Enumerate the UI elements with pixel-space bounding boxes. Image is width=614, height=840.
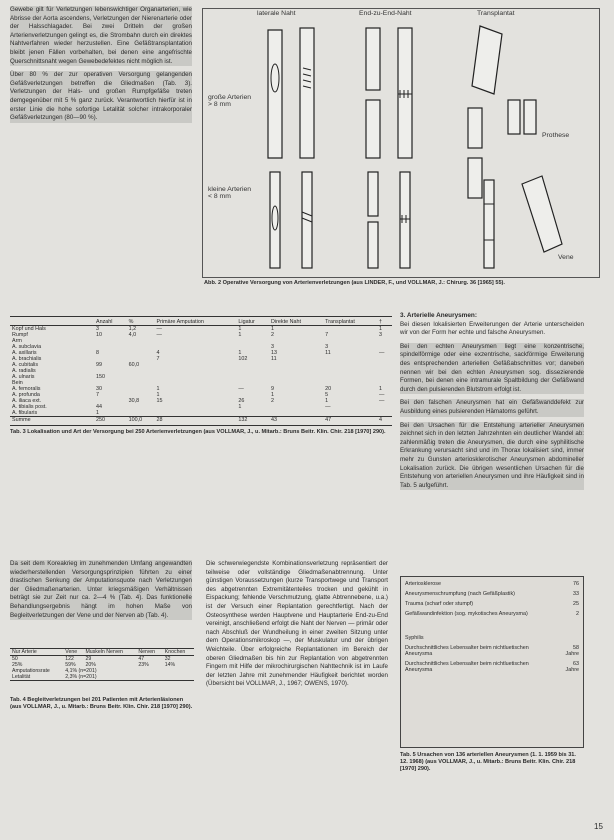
cell: A. cubitalis	[12, 362, 39, 368]
table-4	[10, 648, 194, 711]
vessel-drawings	[202, 8, 598, 276]
cell: 26	[238, 398, 245, 404]
cell: 5	[325, 392, 329, 398]
cell: 30	[96, 386, 102, 392]
cell: 1	[271, 392, 275, 398]
cell: 50	[12, 656, 18, 662]
table-3	[10, 316, 392, 436]
cell: 122	[65, 656, 74, 662]
column-header-transplantat: Transplantat	[477, 10, 515, 17]
middle-column-text: Die schwerwiegendste Kombinationsverletzung repräsentiert der teilweise oder vollständige Gliedmaßenabtrennung. Unter günstigen Voraussetzungen (kurze Transportwege und Transport des abgetrennten Extremitätenteiles trocken und gekühlt in Eispackung; fehlende Verschmutzung, glatte Abtrennebene, u.a.) ist der Versuch einer Replantation gerechtfertigt. Nach der Osteosynthese werden Hauptvene und Hauptarterie End-zu-End vereinigt, anschließend erfolgt die Naht der Nerven — primär oder nach Abschluß der Wundheilung in einer zweiten Sitzung unter dem Operationsmikroskop —, der Muskulatur und der übrigen Weichteile. Über erfolgreiche Replantationen im Bereich der oberen Gliedmaßen bis hin zur Replantation von abgetrennten Fingern mit Hilfe der mikrochirurgischen Nahttechnik ist im Laufe der letzten Jahre mit zunehmender Häufigkeit berichtet worden (Übersicht bei VOLLMAR, J., 1967; OWENS, 1970).	[206, 560, 388, 688]
table-row	[10, 674, 194, 681]
cell: —	[325, 404, 331, 410]
cell: Durchschnittliches Lebensalter beim nichtluetischen Aneurysma	[405, 661, 529, 673]
cell	[403, 621, 556, 635]
table-5-body	[403, 581, 581, 673]
cell: —	[378, 392, 385, 398]
cell: 1	[238, 326, 242, 332]
cell: Letalität	[12, 674, 31, 680]
cell: —	[238, 386, 244, 392]
cell: Amputationsrate	[12, 668, 50, 674]
cell: 150	[96, 374, 105, 380]
right-column-text	[400, 312, 584, 495]
table-3-box	[10, 316, 392, 426]
cell: Arm	[12, 338, 22, 344]
cell: 4,0	[128, 332, 137, 338]
column-header-end-zu-end-naht: End-zu-End-Naht	[359, 10, 412, 17]
header-cell: Muskeln Nerven	[85, 649, 123, 655]
cell: 1	[238, 404, 242, 410]
cell: 13	[271, 350, 278, 356]
table-4-header-row	[10, 649, 194, 656]
cell: 20%	[85, 662, 96, 668]
cell: 1	[238, 332, 242, 338]
label-vene: Vene	[558, 254, 574, 261]
cell: 7	[325, 332, 329, 338]
cell: 1	[378, 326, 382, 332]
header-cell: Direkte Naht	[271, 319, 301, 325]
cell: 4	[378, 417, 382, 423]
cell: Trauma (scharf oder stumpf)	[405, 601, 474, 607]
large-artery-transplant-top	[468, 108, 482, 148]
cell: Gefäßwandinfektion (sog. mykotisches Aneurysma)	[405, 611, 528, 617]
cell: 132	[238, 417, 248, 423]
cell: 3	[378, 332, 382, 338]
cell: 250	[96, 417, 105, 423]
cell: 99	[96, 362, 102, 368]
cell: 10	[96, 332, 102, 338]
paragraph: Bei den Ursachen für die Entstehung arterieller Aneurysmen zeichnet sich in den letzten Jahrzehnten ein deutlicher Wandel ab: zahlenmäßig treten die Aneurysmen, die durch eine syphilitische Erkrankung verursacht sind und im Thorax lokalisiert sind, immer mehr zu Gunsten arteriosklerotischer Aneurysmen abdomineller Lokalisation zurück. Die übrigen wesentlichen Ursachen für die Entstehung von arteriellen Aneurysmen und ihre Häufigkeit sind in Tab. 5 aufgeführt.	[400, 421, 584, 489]
cell	[556, 621, 581, 635]
table-row	[403, 581, 581, 591]
cell: 2,3% (n=201)	[65, 674, 97, 680]
cell: A. profunda	[12, 392, 40, 398]
table-5	[400, 576, 584, 748]
figure-2	[202, 8, 602, 296]
cell: 3	[96, 326, 99, 332]
header-cell: Ligatur	[238, 319, 255, 325]
cell: —	[378, 350, 385, 356]
cell: 14%	[164, 662, 176, 668]
table-5-grid	[403, 581, 581, 673]
paragraph: Gewebe gilt für Verletzungen lebenswichtiger Organarterien, wie Abrisse der Aorta ascendens, Verletzungen der Nierenarterie oder der Halsschlagader. Bei zwei Dritteln der großen Arterienverletzungen gelingt es, die Strombahn durch ein direktes Nahtverfahren wieder herzustellen. Eine Gefäßtransplantation bleibt jenen Fällen vorbehalten, bei denen eine angefrischte Querschnittsnaht wegen Gewebedefektes nicht möglich ist.	[10, 6, 192, 65]
paragraph: Bei den falschen Aneurysmen hat ein Gefäßwanddefekt zur Ausbildung eines pulsierenden Hämatoms geführt.	[400, 399, 584, 415]
cell	[556, 635, 581, 645]
cell: 1	[238, 350, 242, 356]
cell: 1	[378, 386, 382, 392]
cell: Durchschnittliches Lebensalter beim nichtluetischen Aneurysma	[405, 645, 529, 657]
cell: Arteriosklerose	[405, 581, 441, 587]
cell: 30,8	[128, 398, 140, 404]
cell: 102	[238, 356, 248, 362]
table-row	[403, 611, 581, 621]
cell: A. radialis	[12, 368, 36, 374]
cell: A. tibialis post.	[12, 404, 47, 410]
small-artery-transplant	[484, 180, 494, 268]
cell: Rumpf	[12, 332, 28, 338]
cell: 1	[96, 410, 99, 416]
cell: 32	[164, 656, 171, 662]
cell: 47	[325, 417, 332, 423]
cell: 1	[156, 386, 160, 392]
cell: 15	[156, 398, 163, 404]
paragraph: Bei den echten Aneurysmen liegt eine konzentrische, spindelförmige oder eine exzentrische, sackförmige Erweiterung des entsprechenden arteriellen Gefäßabschnittes vor; daneben nennen wir bei den echten Aneurysmen sog. dissezierende Formen, bei denen eine intramurale Spaltbildung der Gefäßwand durch den pulsierenden Blutstrom erfolgt ist.	[400, 342, 584, 393]
table-row	[403, 601, 581, 611]
header-cell: Primäre Amputation	[156, 319, 204, 325]
cell: 2	[271, 332, 275, 338]
left-column-bottom-text: Da seit dem Koreakrieg im zunehmenden Umfang angewandten wiederherstellenden Versorgungsprinzipien führten zu einer drastischen Senkung der Amputationsquote nach Verletzungen der Gliedmaßenarterien. Unter kriegsmäßigen Verhältnissen beträgt sie zur Zeit nur ca. 2—4 % (Tab. 4). Das funktionelle Behandlungsergebnis hängt im hohen Maße von Begleitverletzungen der Vene und der Nerven ab (Tab. 4).	[10, 560, 192, 619]
header-cell: Transplantat	[325, 319, 355, 325]
cell: 23%	[138, 662, 149, 668]
cell: A. brachialis	[12, 356, 42, 362]
prothese-left	[508, 100, 520, 134]
cell: 43	[271, 417, 278, 423]
header-cell: Nur Arterie	[12, 649, 37, 655]
small-artery-end-to-end-top	[368, 172, 378, 216]
cell: —	[156, 326, 162, 332]
cell: A. femoralis	[12, 386, 41, 392]
table-5-caption: Tab. 5 Ursachen von 136 arteriellen Aneurysmen (1. 1. 1959 bis 31. 12. 1968) (aus VOLLMAR, J., u. Mitarb.: Bruns Beitr. Klin. Chir. 218 [1970] 290).	[400, 752, 576, 773]
cell: 1,2	[128, 326, 137, 332]
cell: A. iliaca ext.	[12, 398, 42, 404]
cell: —	[378, 398, 385, 404]
small-artery-end-to-end-bottom	[368, 222, 378, 268]
paragraph: Bei diesen lokalisierten Erweiterungen der Arterie unterscheiden wir von der Form her echte und falsche Aneurysmen.	[400, 320, 584, 337]
cell: 44	[96, 404, 102, 410]
prothese-right	[524, 100, 536, 134]
cell: 7	[96, 392, 99, 398]
cell: 59%	[65, 662, 76, 668]
cell: 9	[271, 386, 275, 392]
cell: —	[156, 332, 162, 338]
header-cell: Nerven	[138, 649, 156, 655]
vein-graft	[522, 176, 562, 252]
header-cell: %	[128, 319, 134, 325]
table-row	[403, 621, 581, 635]
label-prothese: Prothese	[542, 132, 570, 139]
cell: 2	[271, 398, 275, 404]
header-cell: Vene	[65, 649, 78, 655]
large-artery-end-to-end-top	[366, 28, 380, 90]
table-4-grid	[10, 648, 194, 681]
table-3-body	[10, 319, 392, 423]
header-cell: †	[378, 319, 382, 325]
cell: 1	[156, 392, 160, 398]
figure-2-caption: Abb. 2 Operative Versorgung von Arterienverletzungen (aus LINDER, F., und VOLLMAR, J.: Chirurg. 36 [1965] 55).	[204, 280, 505, 286]
paragraph: Über 80 % der zur operativen Versorgung gelangenden Gefäßverletzungen betreffen die Gliedmaßen (Tab. 3). Verletzungen der Hals- und großen Rumpfgefäße treten demgegenüber mit 5 % ganz zurück. Verantwortlich hierfür ist in erster Linie die hohe sofortige Letalität solcher intrakorporaler Gefäßverletzungen (80—90 %).	[10, 71, 192, 122]
large-artery-lateral-suture-left	[268, 30, 282, 158]
small-artery-lateral-suture-left	[270, 172, 280, 268]
cell: A. ulnaris	[12, 374, 35, 380]
cell: 29	[85, 656, 92, 662]
page-number: 15	[594, 822, 603, 831]
section-heading: 3. Arterielle Aneurysmen:	[400, 312, 477, 319]
cell: Kopf und Hals	[12, 326, 46, 332]
cell: 76	[573, 581, 579, 587]
large-artery-lateral-suture-right	[300, 28, 314, 158]
cell: Summe	[12, 417, 31, 423]
cell: 100,0	[128, 417, 143, 423]
cell: 11	[271, 356, 277, 362]
table-row	[403, 591, 581, 601]
cell: Syphilis	[405, 635, 424, 641]
left-column-top-text	[10, 6, 192, 128]
large-artery-transplant-bottom	[468, 158, 482, 198]
cell: 11	[325, 350, 331, 356]
cell: 60,0	[128, 362, 140, 368]
cell: 28	[156, 417, 163, 423]
cell: 3	[325, 344, 329, 350]
column-header-laterale-naht: laterale Naht	[257, 10, 296, 17]
cell: Aneurysmenschrumpfung (nach Gefäßplastik)	[405, 591, 515, 597]
table-4-caption: Tab. 4 Begleitverletzungen bei 201 Patienten mit Arterienläsionen (aus VOLLMAR, J., u. Mitarb.: Bruns Beitr. Klin. Chir. 218 [1970] 290).	[10, 697, 193, 711]
cell: A. subclavia	[12, 344, 42, 350]
table-4-body	[10, 649, 194, 681]
cell: 3	[271, 344, 275, 350]
row-label-large-arteries: große Arterien > 8 mm	[208, 94, 252, 108]
cell: A. axillaris	[12, 350, 37, 356]
table-row	[403, 645, 581, 661]
cell: 25%	[12, 662, 23, 668]
cell: A. fibularis	[12, 410, 38, 416]
cell: 20	[325, 386, 332, 392]
cell: 1	[325, 398, 329, 404]
cell: 33	[573, 591, 579, 597]
cell: 4	[156, 350, 160, 356]
cell: 2	[576, 611, 579, 617]
table-3-caption: Tab. 3 Lokalisation und Art der Versorgung bei 250 Arterienverletzungen (aus VOLLMAR, J., u. Mitarb.: Bruns Beitr. Klin. Chir. 218 [1970] 290).	[10, 429, 386, 435]
cell: 4,1% (n=201)	[65, 668, 97, 674]
header-cell: Anzahl	[96, 319, 113, 325]
cell: 25	[573, 601, 579, 607]
cell: 8	[96, 350, 99, 356]
table-row	[403, 635, 581, 645]
cell: 58 Jahre	[565, 645, 579, 657]
cell: Bein	[12, 380, 23, 386]
large-artery-end-to-end-bottom	[366, 100, 380, 158]
cell: 47	[138, 656, 145, 662]
cell: 1	[271, 326, 275, 332]
cell: 63 Jahre	[565, 661, 579, 673]
table-row	[403, 661, 581, 673]
graft-tube	[472, 26, 502, 94]
header-cell: Knochen	[164, 649, 186, 655]
row-label-small-arteries: kleine Arterien < 8 mm	[208, 186, 252, 200]
cell: 7	[156, 356, 160, 362]
table-3-grid	[10, 319, 392, 423]
table-3-sum-row	[10, 417, 392, 424]
